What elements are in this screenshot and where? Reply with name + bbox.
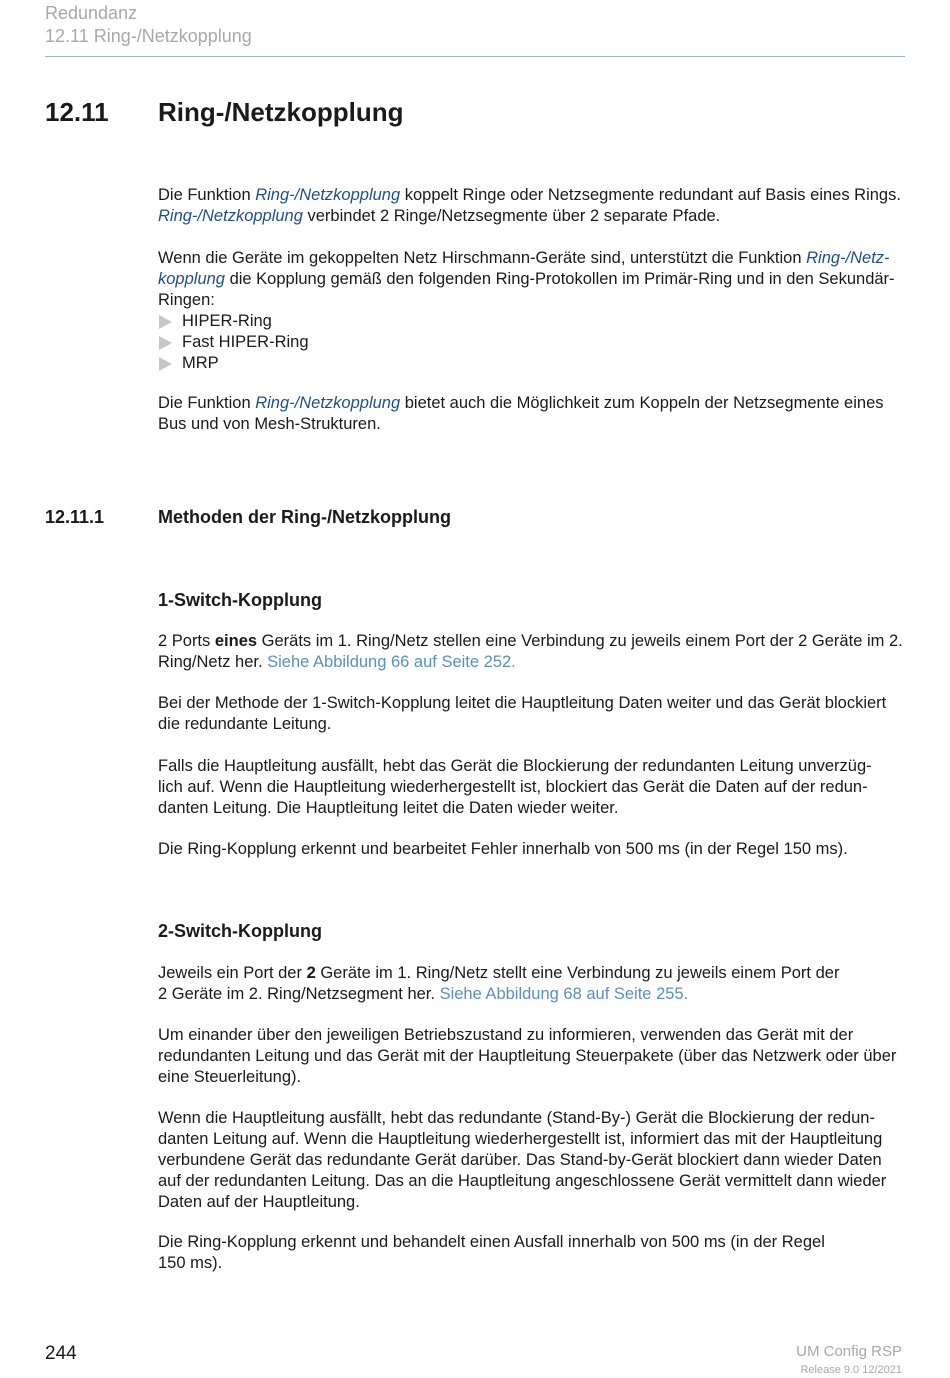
two-switch-paragraph-2: Um einander über den jeweiligen Betriebszustand zu informieren, verwenden das Gerät mit der redundanten Leitung und das Gerät mit der Hauptleitung Steuerpakete (über das Netzwerk oder über eine Steuerleitung). [158,1026,897,1086]
list-item: MRP [158,353,903,374]
protocol-list [158,311,903,374]
term-ring-netzkopplung: Ring-/Netzkopplung [255,186,401,204]
intro-paragraph-3: Die Funktion Ring-/Netzkopplung bietet auch die Möglichkeit zum Koppeln der Netzsegmente eines Bus und von Mesh-Strukturen. [158,394,884,433]
subsection-title: Methoden der Ring-/Netzkopplung [158,507,451,527]
footer-release: Release 9.0 12/2021 [800,1364,902,1376]
term-kopplung: kopplung [158,270,225,288]
one-switch-paragraph-1: 2 Ports eines Geräts im 1. Ring/Netz stellen eine Verbindung zu jeweils einem Port der 2 Geräte im 2. Ring/Netz her. Siehe Abbildung 66 auf Seite 252. [158,632,903,671]
triangle-bullet-icon [159,336,172,350]
triangle-bullet-icon [159,315,172,329]
subsection-number: 12.11.1 [45,507,105,527]
running-header [45,2,252,48]
page-number: 244 [45,1343,77,1364]
term-ring-netzkopplung: Ring-/Netzkopplung [158,207,303,225]
two-switch-paragraph-3: Wenn die Hauptleitung ausfällt, hebt das redundante (Stand-By-) Gerät die Blockierung der redun- danten Leitung auf. Wenn die Hauptleitung wiederhergestellt ist, informiert das mit der Hauptleitung verbundene Gerät das redundante Gerät darüber. Das Stand-by-Gerät blockiert dann wieder Daten auf der redundanten Leitung. Das an die Hauptleitung angeschlossene Gerät vermittelt dann wieder Daten auf der Hauptleitung. [158,1109,887,1211]
figure-reference-link[interactable]: Siehe Abbildung 66 auf Seite 252. [267,653,516,671]
intro-paragraph-1: Die Funktion Ring-/Netzkopplung koppelt Ringe oder Netzsegmente redundant auf Basis eines Rings. Ring-/Netzkopplung verbindet 2 Ringe/Netzsegmente über 2 separate Pfade. [158,186,901,225]
header-chapter: Redundanz [45,3,138,23]
intro-paragraph-2: Wenn die Geräte im gekoppelten Netz Hirschmann-Geräte sind, unterstützt die Funktion Ring-/Netz- kopplung die Kopplung gemäß den folgenden Ring-Protokollen im Primär-Ring und in den Sekundär-Ringen: HIPER-Ring Fast HIPER-Ring MRP [158,248,903,374]
list-item: Fast HIPER-Ring [158,332,903,353]
two-switch-paragraph-4: Die Ring-Kopplung erkennt und behandelt einen Ausfall innerhalb von 500 ms (in der Regel 150 ms). [158,1233,825,1272]
term-ring-netzkopplung: Ring-/Netzkopplung [255,394,401,412]
triangle-bullet-icon [159,357,172,371]
section-title: Ring-/Netzkopplung [158,97,404,127]
one-switch-heading: 1-Switch-Kopplung [158,590,322,610]
section-number: 12.11 [45,97,109,127]
list-item: HIPER-Ring [158,311,903,332]
one-switch-paragraph-4: Die Ring-Kopplung erkennt und bearbeitet Fehler innerhalb von 500 ms (in der Regel 150 ms). [158,840,848,858]
one-switch-paragraph-3: Falls die Hauptleitung ausfällt, hebt das Gerät die Blockierung der redundanten Leitung unverzüg- lich auf. Wenn die Hauptleitung wiederhergestellt ist, blockiert das Gerät die Daten auf der redun- danten Leitung. Die Hauptleitung leitet die Daten wieder weiter. [158,757,872,817]
header-divider [45,56,905,57]
two-switch-paragraph-1: Jeweils ein Port der 2 Geräte im 1. Ring/Netz stellt eine Verbindung zu jeweils einem Port der 2 Geräte im 2. Ring/Netzsegment her. Siehe Abbildung 68 auf Seite 255. [158,964,840,1003]
term-ring-netzkopplung: Ring-/Netz- [806,249,890,267]
footer-doc-title: UM Config RSP [796,1343,902,1360]
figure-reference-link[interactable]: Siehe Abbildung 68 auf Seite 255. [439,985,689,1003]
header-section: 12.11 Ring-/Netzkopplung [45,26,252,46]
one-switch-paragraph-2: Bei der Methode der 1-Switch-Kopplung leitet die Hauptleitung Daten weiter und das Gerät blockiert die redundante Leitung. [158,694,887,733]
two-switch-heading: 2-Switch-Kopplung [158,921,322,941]
